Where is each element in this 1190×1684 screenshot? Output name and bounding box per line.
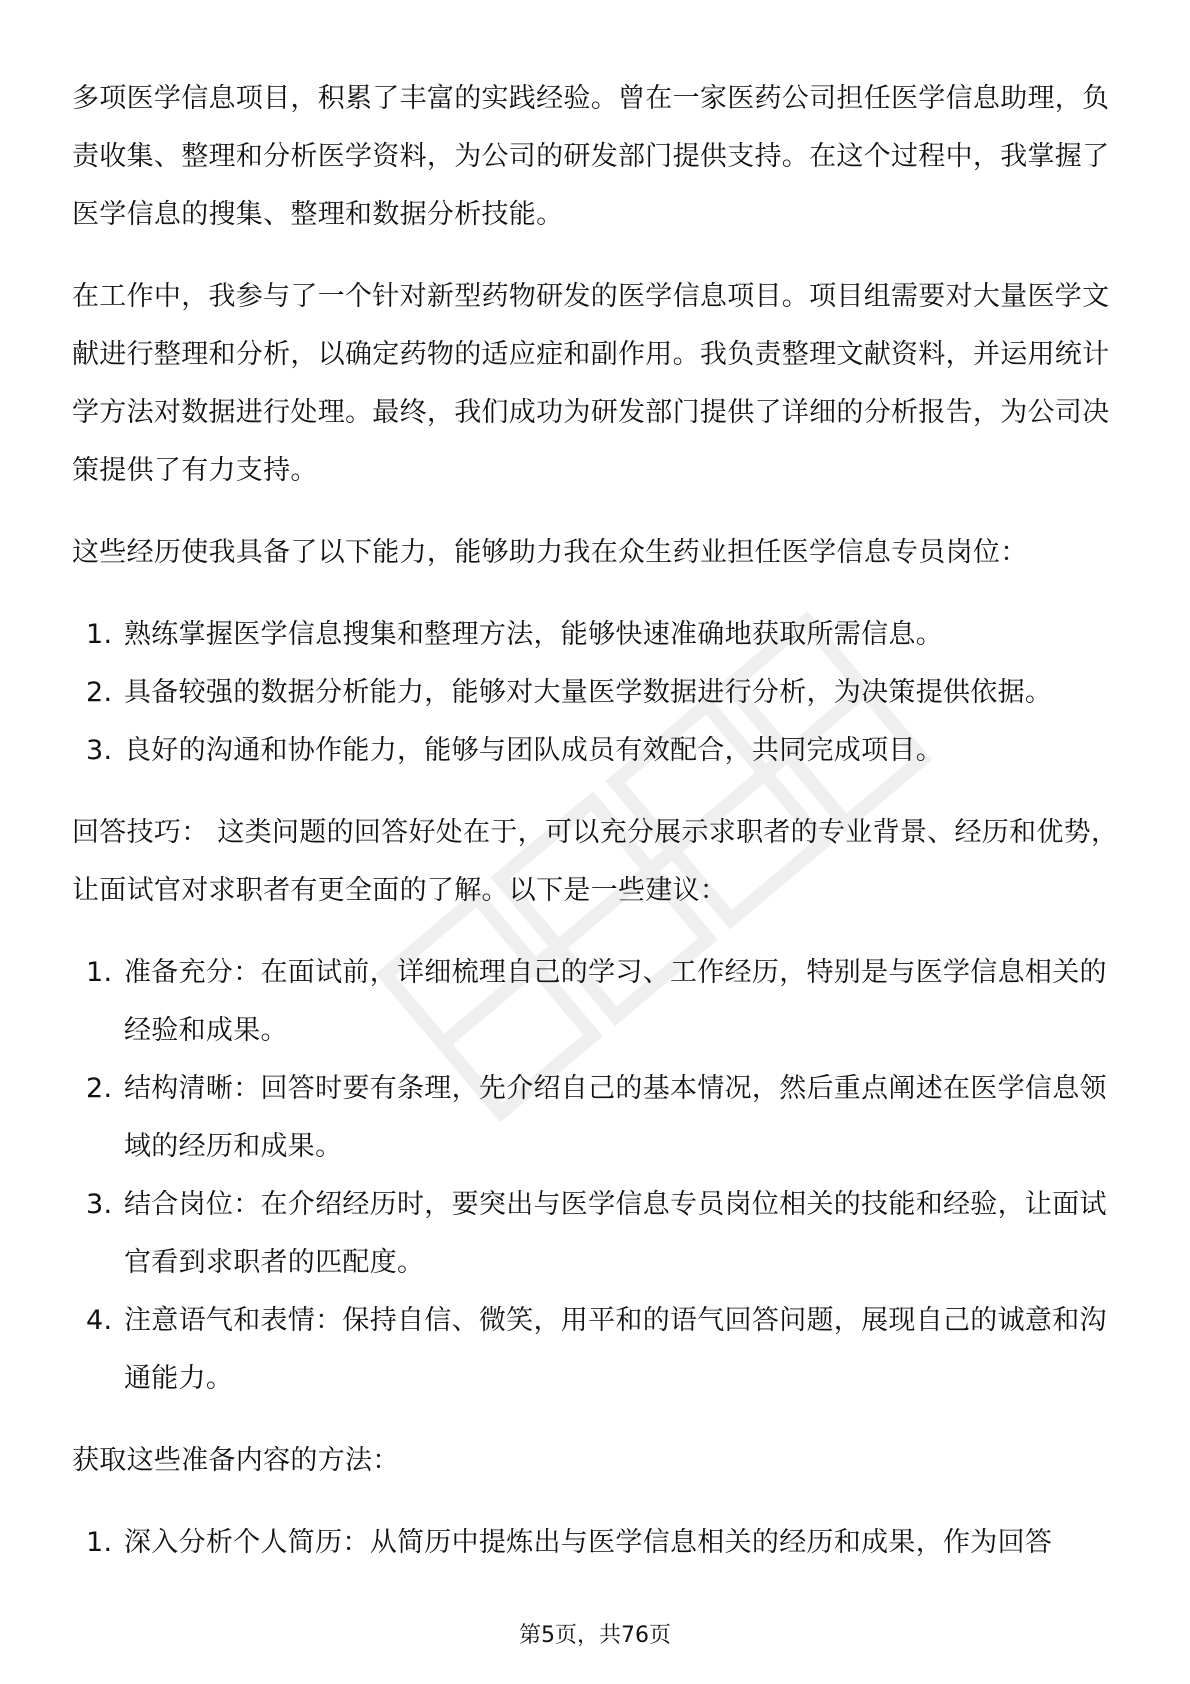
page-number: 第5页，共76页 (519, 1623, 671, 1648)
paragraph-project-experience: 在工作中，我参与了一个针对新型药物研发的医学信息项目。项目组需要对大量医学文献进行整理和分析，以确定药物的适应症和副作用。我负责整理文献资料，并运用统计学方法对数据进行处理。最终，我们成功为研发部门提供了详细的分析报告，为公司决策提供了有力支持。 (72, 281, 1110, 486)
list-number: 3. (86, 1189, 113, 1220)
list-item (72, 944, 1132, 1060)
list-text: 准备充分：在面试前，详细梳理自己的学习、工作经历，特别是与医学信息相关的经验和成果。 (124, 957, 1107, 1046)
list-number: 1. (86, 619, 113, 650)
list-text: 具备较强的数据分析能力，能够对大量医学数据进行分析，为决策提供依据。 (124, 677, 1053, 708)
list-text: 结合岗位：在介绍经历时，要突出与医学信息专员岗位相关的技能和经验，让面试官看到求职者的匹配度。 (124, 1189, 1107, 1278)
tips-list (72, 944, 1132, 1408)
list-text: 良好的沟通和协作能力，能够与团队成员有效配合，共同完成项目。 (124, 735, 943, 766)
list-number: 2. (86, 677, 113, 708)
methods-list (72, 1514, 1132, 1572)
list-number: 1. (86, 957, 113, 988)
list-item (72, 722, 1132, 780)
list-item (72, 1060, 1132, 1176)
list-item (72, 1292, 1132, 1408)
paragraph-preparation-methods: 获取这些准备内容的方法： (72, 1445, 400, 1476)
list-item (72, 1514, 1132, 1572)
paragraph-abilities-intro: 这些经历使我具备了以下能力，能够助力我在众生药业担任医学信息专员岗位： (72, 537, 1028, 568)
list-number: 1. (86, 1527, 113, 1558)
list-item (72, 664, 1132, 722)
list-number: 3. (86, 735, 113, 766)
list-text: 结构清晰：回答时要有条理，先介绍自己的基本情况，然后重点阐述在医学信息领域的经历和成果。 (124, 1073, 1107, 1162)
list-number: 4. (86, 1305, 113, 1336)
list-item (72, 1176, 1132, 1292)
paragraph-answer-tips: 回答技巧： 这类问题的回答好处在于，可以充分展示求职者的专业背景、经历和优势，让面试官对求职者有更全面的了解。以下是一些建议： (72, 817, 1119, 906)
document-body (72, 70, 1132, 1596)
list-item (72, 606, 1132, 664)
list-text: 深入分析个人简历：从简历中提炼出与医学信息相关的经历和成果，作为回答 (124, 1527, 1053, 1558)
abilities-list (72, 606, 1132, 780)
paragraph-experience-intro: 多项医学信息项目，积累了丰富的实践经验。曾在一家医药公司担任医学信息助理，负责收集、整理和分析医学资料，为公司的研发部门提供支持。在这个过程中，我掌握了医学信息的搜集、整理和数据分析技能。 (72, 83, 1110, 230)
list-number: 2. (86, 1073, 113, 1104)
list-text: 熟练掌握医学信息搜集和整理方法，能够快速准确地获取所需信息。 (124, 619, 943, 650)
list-text: 注意语气和表情：保持自信、微笑，用平和的语气回答问题，展现自己的诚意和沟通能力。 (124, 1305, 1107, 1394)
